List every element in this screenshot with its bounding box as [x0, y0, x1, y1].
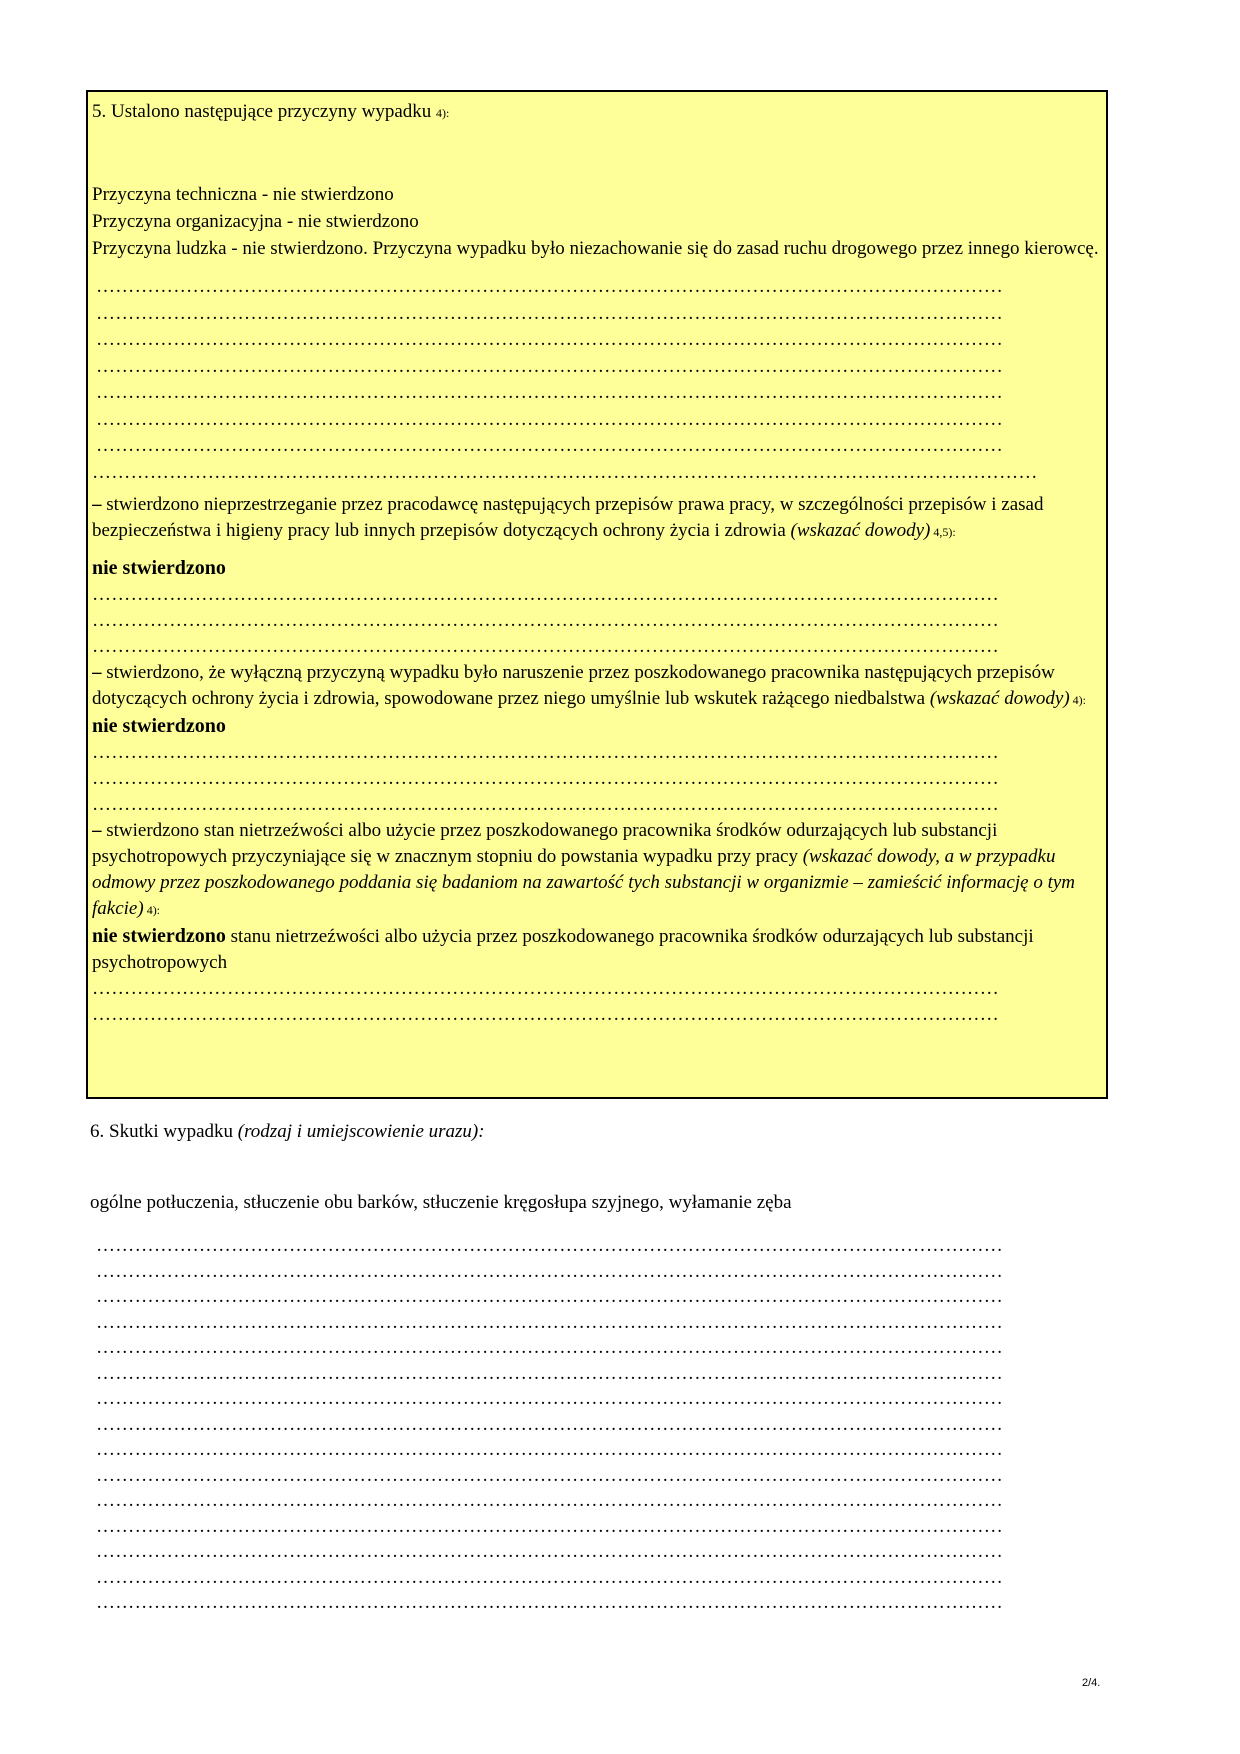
dotted-line: ……………………………………………………………………………………………………………………………: [96, 1388, 1004, 1409]
employee-violation-answer: nie stwierdzono: [92, 715, 226, 737]
section-5-heading: 5. Ustalono następujące przyczyny wypadku 4):: [92, 101, 450, 122]
dotted-line: ……………………………………………………………………………………………………………………………: [96, 1592, 1004, 1613]
dotted-line: ……………………………………………………………………………………………………………………………: [92, 742, 1000, 763]
dotted-line: ……………………………………………………………………………………………………………………………: [96, 276, 1004, 297]
cause-human: Przyczyna ludzka - nie stwierdzono. Przyczyna wypadku było niezachowanie się do zasad ruchu drogowego przez inneg​o kierowcę.: [92, 238, 1099, 259]
dotted-line: ……………………………………………………………………………………………………………………………: [96, 1541, 1004, 1562]
section-6-answer: ogólne potłuczenia, stłuczenie obu barków, stłuczenie kręgosłupa szyjnego, wyłamanie zęba: [90, 1192, 792, 1213]
footnote-ref: 4):: [436, 106, 450, 120]
dotted-line: ……………………………………………………………………………………………………………………………: [96, 382, 1004, 403]
dotted-block-employer: [92, 582, 1100, 660]
intoxication-text: – stwierdzono stan nietrzeźwości albo użycie przez poszkodowanego pracownika środków odurzających lub substancji psychotropowych przyczyniające się w znacznym stopniu do powstania wypadku przy pracy (wskazać dowody, a w przypadku odmowy przez poszkodowanego poddania się badaniom na zawartość tych substancji w organizmie – zamieścić informację o tym fakcie) 4):: [92, 820, 1076, 919]
dotted-line: ……………………………………………………………………………………………………………………………: [96, 355, 1004, 377]
dotted-line: ……………………………………………………………………………………………………………………………: [92, 610, 1000, 631]
dotted-line: ……………………………………………………………………………………………………………………………: [92, 1004, 1000, 1025]
dotted-line: ……………………………………………………………………………………………………………………………: [92, 636, 1000, 657]
cause-organizational: Przyczyna organizacyjna - nie stwierdzono: [92, 211, 419, 232]
dotted-line: ……………………………………………………………………………………………………………………………: [96, 1235, 1004, 1256]
dotted-line: ……………………………………………………………………………………………………………………………: [96, 1362, 1004, 1384]
dotted-line: ……………………………………………………………………………………………………………………………: [92, 584, 1000, 605]
dotted-line: ……………………………………………………………………………………………………………………………: [92, 794, 1000, 815]
dotted-line: ……………………………………………………………………………………………………………………………: [96, 1566, 1004, 1588]
dotted-block-injuries: [96, 1233, 1106, 1616]
dotted-line: ……………………………………………………………………………………………………………………………: [96, 1260, 1004, 1282]
dotted-line: ……………………………………………………………………………………………………………………………: [96, 435, 1004, 456]
employer-violation-answer: nie stwierdzono: [92, 557, 226, 579]
page-number: 2/4.: [1082, 1677, 1101, 1689]
dotted-line: ……………………………………………………………………………………………………………………………: [96, 1439, 1004, 1460]
dotted-block-employee: [92, 740, 1100, 818]
intoxication-answer: nie stwierdzono stanu nietrzeźwości albo użycia przez poszkodowanego pracownika środków odurzających lub substancji psychotropowych: [92, 925, 1034, 973]
dotted-line: ……………………………………………………………………………………………………………………………: [96, 1490, 1004, 1511]
dotted-line: ……………………………………………………………………………………………………………………………: [96, 1464, 1004, 1486]
dotted-block-intoxication: [92, 976, 1100, 1028]
dotted-line: ……………………………………………………………………………………………………………………………: [96, 408, 1004, 430]
dotted-line: ……………………………………………………………………………………………………………………………: [92, 768, 1000, 789]
dotted-line: ……………………………………………………………………………………………………………………………: [96, 1515, 1004, 1537]
dotted-line: ……………………………………………………………………………………………………………………………: [96, 1286, 1004, 1307]
dotted-line: ……………………………………………………………………………………………………………………………: [96, 1337, 1004, 1358]
dotted-line: …………………………………………………………………………………………………………………………………: [92, 461, 1038, 483]
dotted-block-causes: [92, 274, 1100, 486]
employee-violation-text: – stwierdzono, że wyłączną przyczyną wypadku było naruszenie przez poszkodowanego pracownika następujących przepisów dotyczących ochrony życia i zdrowia, spowodowane przez niego umyślnie lub wskutek rażącego niedbalstwa (wskazać dowody) 4):: [92, 662, 1086, 709]
section-5-box: [86, 90, 1108, 1099]
dotted-line: ……………………………………………………………………………………………………………………………: [92, 978, 1000, 999]
dotted-line: ……………………………………………………………………………………………………………………………: [96, 1311, 1004, 1333]
section-6-heading: 6. Skutki wypadku (rodzaj i umiejscowienie urazu):: [90, 1121, 485, 1142]
dotted-line: ……………………………………………………………………………………………………………………………: [96, 329, 1004, 350]
section-6: [90, 1118, 1110, 1216]
dotted-line: ……………………………………………………………………………………………………………………………: [96, 1413, 1004, 1435]
cause-technical: Przyczyna techniczna - nie stwierdzono: [92, 184, 394, 205]
employer-violation-text: – stwierdzono nieprzestrzeganie przez pracodawcę następujących przepisów prawa pracy, w szczególności przepisów i zasad bezpieczeństwa i higieny pracy lub innych przepisów dotyczących ochrony życia i zdrowia (wskazać dowody) 4,5):: [92, 494, 1044, 541]
dotted-line: ……………………………………………………………………………………………………………………………: [96, 302, 1004, 324]
